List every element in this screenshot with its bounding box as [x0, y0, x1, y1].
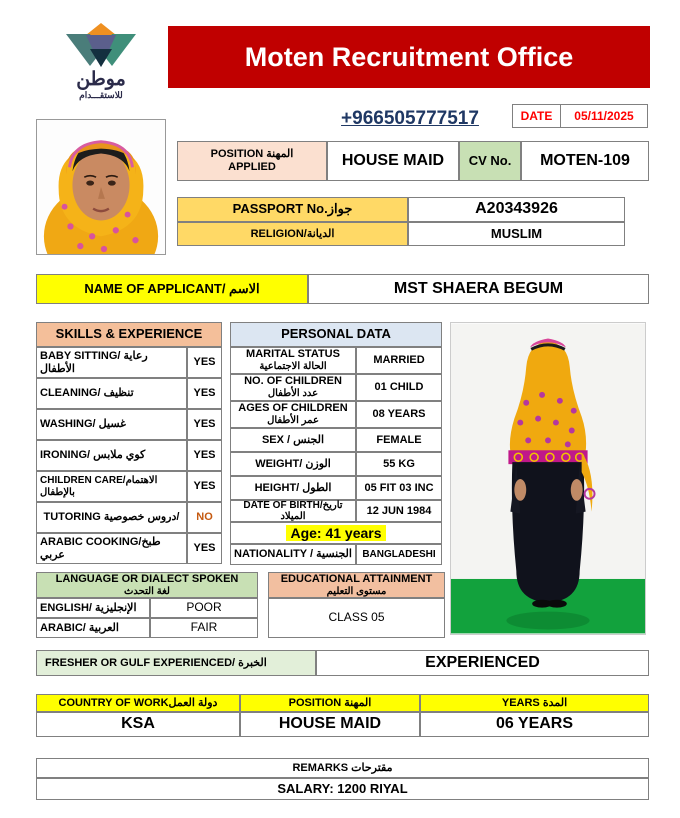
personal-row-value: MARRIED — [356, 347, 442, 374]
language-row-value: FAIR — [150, 618, 258, 638]
logo-arabic-main: موطن — [76, 69, 126, 90]
skill-row-label: WASHING/ غسيل — [36, 409, 187, 440]
logo-arabic-sub: للاستقـــدام — [79, 89, 123, 100]
experience-value: EXPERIENCED — [316, 650, 649, 676]
skill-row-value: YES — [187, 471, 222, 502]
personal-row-label: WEIGHT/ الوزن — [230, 452, 356, 476]
passport-value: A20343926 — [408, 197, 625, 222]
religion-value: MUSLIM — [408, 222, 625, 246]
cv-number-value: MOTEN-109 — [521, 141, 649, 181]
skill-row-value: YES — [187, 409, 222, 440]
work-header-years: YEARS المدة — [420, 694, 649, 712]
skill-row-value: YES — [187, 347, 222, 378]
skill-row-value: YES — [187, 378, 222, 409]
language-header-ar: لغة التحدث — [124, 585, 170, 597]
personal-row-label-en: AGES OF CHILDREN — [238, 402, 348, 415]
experience-label: FRESHER OR GULF EXPERIENCED/ الخبرة — [36, 650, 316, 676]
personal-row-value: 12 JUN 1984 — [356, 500, 442, 522]
skill-row-value: YES — [187, 533, 222, 564]
language-row-label: ARABIC/ العربية — [36, 618, 150, 638]
personal-row-value: 08 YEARS — [356, 401, 442, 428]
personal-row-label-ar: عمر الأطفال — [267, 415, 319, 427]
remarks-header: REMARKS مقترحات — [36, 758, 649, 778]
date-label: DATE — [513, 105, 561, 127]
personal-row-label: SEX / الجنس — [230, 428, 356, 452]
nationality-value: BANGLADESHI — [356, 544, 442, 565]
applicant-name-value: MST SHAERA BEGUM — [308, 274, 649, 304]
education-value: CLASS 05 — [268, 598, 445, 638]
applicant-age-value: Age: 41 years — [286, 525, 385, 541]
page-title: Moten Recruitment Office — [168, 26, 650, 88]
phone-number[interactable]: +966505777517 — [341, 108, 479, 129]
personal-row-value: FEMALE — [356, 428, 442, 452]
education-header — [268, 572, 445, 598]
personal-row-value: 55 KG — [356, 452, 442, 476]
personal-row-label — [230, 401, 356, 428]
language-row-value: POOR — [150, 598, 258, 618]
language-header-en: LANGUAGE OR DIALECT SPOKEN — [55, 572, 239, 585]
personal-row-label — [230, 347, 356, 374]
logo-mark-icon — [64, 22, 138, 68]
date-box — [512, 104, 648, 128]
skill-row-label: TUTORING دروس خصوصية/ — [36, 502, 187, 533]
position-applied-label-line1: POSITION المهنة — [210, 148, 294, 161]
date-value: 05/11/2025 — [574, 109, 634, 123]
company-logo — [47, 22, 155, 104]
personal-data-header: PERSONAL DATA — [230, 322, 442, 347]
passport-label: PASSPORT No.جواز — [177, 197, 408, 222]
work-value-country: KSA — [36, 712, 240, 737]
remarks-value: SALARY: 1200 RIYAL — [36, 778, 649, 800]
applicant-full-body-photo — [450, 322, 646, 635]
skill-row-label: CLEANING/ تنظيف — [36, 378, 187, 409]
education-header-en: EDUCATIONAL ATTAINMENT — [280, 572, 433, 585]
work-value-years: 06 YEARS — [420, 712, 649, 737]
work-header-position: POSITION المهنة — [240, 694, 420, 712]
applicant-name-label: NAME OF APPLICANT/ الاسم — [36, 274, 308, 304]
work-value-position: HOUSE MAID — [240, 712, 420, 737]
applicant-passport-photo — [36, 119, 166, 255]
religion-label: RELIGION/الديانة — [177, 222, 408, 246]
skills-table-header: SKILLS & EXPERIENCE — [36, 322, 222, 347]
position-applied-value: HOUSE MAID — [327, 141, 459, 181]
skill-row-label: CHILDREN CARE/الاهتمام بالإطفال — [36, 471, 187, 502]
language-table-header — [36, 572, 258, 598]
education-header-ar: مستوى التعليم — [326, 585, 387, 597]
personal-row-value: 01 CHILD — [356, 374, 442, 401]
personal-row-label-ar: عدد الأطفال — [267, 388, 319, 400]
personal-row-value: 05 FIT 03 INC — [356, 476, 442, 500]
personal-row-label-en: MARITAL STATUS — [246, 348, 340, 361]
personal-row-label: HEIGHT/ الطول — [230, 476, 356, 500]
position-applied-label — [177, 141, 327, 181]
skill-row-label: IRONING/ كوي ملابس — [36, 440, 187, 471]
position-applied-label-line2: APPLIED — [228, 161, 276, 173]
nationality-label: NATIONALITY / الجنسية — [230, 544, 356, 565]
skill-row-value: NO — [187, 502, 222, 533]
personal-row-label: DATE OF BIRTH/تاريخ الميلاد — [230, 500, 356, 522]
personal-row-label — [230, 374, 356, 401]
personal-row-label-en: NO. OF CHILDREN — [244, 375, 342, 388]
personal-row-label-ar: الحالة الاجتماعية — [259, 361, 327, 373]
skill-row-value: YES — [187, 440, 222, 471]
work-header-country: COUNTRY OF WORKدولة العمل — [36, 694, 240, 712]
skill-row-label: BABY SITTING/ رعاية الأطفال — [36, 347, 187, 378]
skill-row-label: ARABIC COOKING/طبخ عربي — [36, 533, 187, 564]
language-row-label: ENGLISH/ الإنجليزية — [36, 598, 150, 618]
cv-number-label: CV No. — [459, 141, 521, 181]
applicant-age-row — [230, 522, 442, 544]
